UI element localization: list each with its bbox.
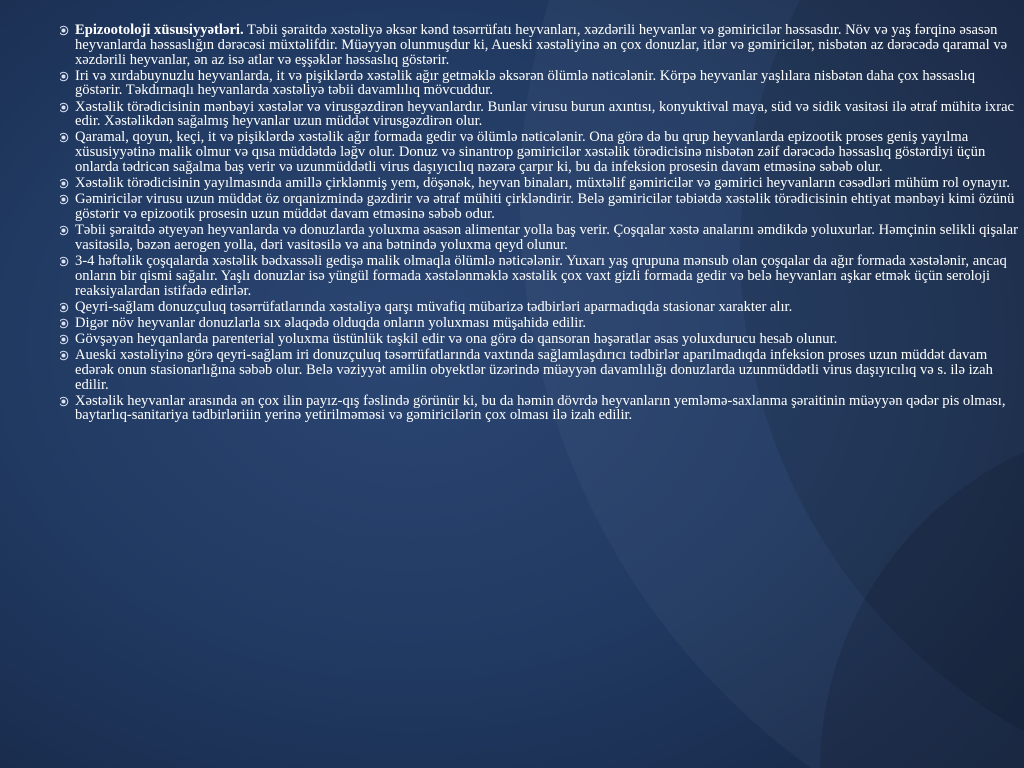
bullet-item (60, 100, 1018, 130)
ringed-dot-bullet-icon (60, 25, 69, 36)
bullet-text: Qaramal, qoyun, keçi, it və pişiklərdə xəstəlik ağır formada gedir və ölümlə nəticələnir. Ona görə də bu qrup heyvanlarda epizootik proses geniş yayılma xüsusiyyətinə malik olmur və qısa müddətdə ləğv olur. Donuz və sinantrop gəmiricilər xəstəlik törədicisinə nisbətən zəif dərəcədə həssaslıq göstərdiyi üçün onlarda tədricən sağalma baş verir və uzunmüddətli virus daşıyıcılıq nəzərə çarpır ki, bu da infeksion prosesin davam etməsinə səbəb olur. (75, 129, 986, 176)
bullet-item (60, 332, 1018, 347)
ringed-dot-bullet-icon (60, 318, 69, 329)
bullet-item (60, 223, 1018, 253)
bullet-text: Digər növ heyvanlar donuzlarla sıx əlaqədə olduqda onların yoluxması müşahidə edilir. (75, 314, 587, 331)
bullet-item (60, 254, 1018, 298)
ringed-dot-bullet-icon (60, 302, 69, 313)
bullet-list (60, 23, 1018, 423)
bullet-item (60, 316, 1018, 331)
ringed-dot-bullet-icon (60, 178, 69, 189)
bullet-text: Xəstəlik heyvanlar arasında ən çox ilin payız-qış fəslində görünür ki, bu da həmin dövrdə heyvanların yemləmə-saxlanma şəraitinin müəyyən qədər pis olması, baytarlıq-sanitariya tədbirləriiin yerinə yetirilməməsi və gəmiricilərin çox olması ilə izah edilir. (75, 392, 1006, 424)
bullet-item (60, 192, 1018, 222)
bullet-item (60, 69, 1018, 99)
bullet-text: Təbii şəraitdə ətyeyən heyvanlarda və donuzlarda yoluxma əsasən alimentar yolla baş verir. Çoşqalar xəstə analarını əmdikdə yoluxurlar. Həmçinin selikli qişalar vasitəsilə, bəzən aerogen yolla, dəri vasitəsilə və ana bətnində yoluxma qeyd olunur. (75, 222, 1018, 253)
ringed-dot-bullet-icon (60, 334, 69, 345)
ringed-dot-bullet-icon (60, 396, 69, 407)
bullet-text: Qeyri-sağlam donuzçuluq təsərrüfatlarında xəstəliyə qarşı müvafiq mübarizə tədbirləri aparmadıqda stasionar xarakter alır. (75, 298, 793, 315)
bullet-text: Xəstəlik törədicisinin yayılmasında amillə çirklənmiş yem, döşənək, heyvan binaları, müxtəlif gəmiricilər və gəmirici heyvanların cəsədləri mühüm rol oynayır. (75, 175, 1010, 192)
bullet-item (60, 394, 1018, 424)
bullet-text: Gövşəyən heyqanlarda parenterial yoluxma üstünlük təşkil edir və ona görə də qansoran həşəratlar əsas yoluxdurucu hesab olunur. (75, 330, 838, 347)
bullet-text: Aueski xəstəliyinə görə qeyri-sağlam iri donuzçuluq təsərrüfatlarında vaxtında sağlamlaşdırıcı tədbirlər aparılmadıqda infeksion proses uzun müddət davam edərək onun stasionarlığına səbəb olur. Belə vəziyyət amilin obyektlər üzərində müəyyən davamlılığı donuzlarda uzunmüddətli virus daşıyıcılıq və s. ilə izah edilir. (75, 347, 993, 393)
bullet-item (60, 300, 1018, 315)
bullet-item (60, 176, 1018, 191)
ringed-dot-bullet-icon (60, 102, 69, 113)
ringed-dot-bullet-icon (60, 71, 69, 82)
ringed-dot-bullet-icon (60, 350, 69, 361)
bullet-text: Təbii şəraitdə xəstəliyə əksər kənd təsərrüfatı heyvanları, xəzdərili heyvanlar və gəmiricilər həssasdır. Növ və yaş fərqinə əsasən heyvanlarda həssaslığın dərəcəsi müxtəlifdir. Müəyyən olunmuşdur ki, Aueski xəstəliyinə ən çox donuzlar, itlər və gəmiricilər, nisbətən az dərəcədə qaramal və xəzdərili heyvanlar, ən az isə atlar və eşşəklər həssaslıq göstərir. (75, 23, 1008, 68)
bullet-text: Iri və xırdabuynuzlu heyvanlarda, it və pişiklərdə xəstəlik ağır getməklə əksərən ölümlə nəticələnir. Körpə heyvanlar yaşlılara nisbətən daha çox həssaslıq göstərir. Təkdırnaqlı heyvanlarda xəstəliyə təbii davamlılıq mövcuddur. (75, 67, 976, 99)
ringed-dot-bullet-icon (60, 194, 69, 205)
slide-body (60, 23, 1018, 763)
bullet-item (60, 23, 1018, 67)
bullet-text: Xəstəlik törədicisinin mənbəyi xəstələr və virusgəzdirən heyvanlardır. Bunlar virusu burun axıntısı, konyuktival maya, süd və sidik vasitəsi ilə ətraf mühitə ixrac edir. Xəstəlikdən sağalmış heyvanlar uzun müddət virusgəzdirən olur. (75, 98, 1015, 130)
bullet-item (60, 348, 1018, 392)
ringed-dot-bullet-icon (60, 132, 69, 143)
ringed-dot-bullet-icon (60, 225, 69, 236)
bullet-item (60, 130, 1018, 174)
ringed-dot-bullet-icon (60, 256, 69, 267)
bullet-text: 3-4 həftəlik çoşqalarda xəstəlik bədxassəli gedişə malik olmaqla ölümlə nəticələnir. Yuxarı yaş qrupuna mənsub olan çoşqalar da ağır formada xəstələnir, ancaq onların bir qismi sağalır. Yaşlı donuzlar isə yüngül formada xəstələnməklə xəstəlik çox vaxt gizli formada gedir və belə heyvanları aşkar etmək üçün seroloji reaksiyalardan istifadə edirlər. (75, 253, 1007, 299)
bullet-text: Gəmiricilər virusu uzun müddət öz orqanizmində gəzdirir və ətraf mühiti çirkləndirir. Belə gəmiricilər təbiətdə xəstəlik törədicisinin ehtiyat mənbəyi kimi özünü göstərir və epizootik prosesin uzun müddət davam etməsinə səbəb odur. (75, 191, 1015, 223)
bullet-lead-text: Epizootoloji xüsusiyyətləri. (75, 23, 244, 38)
